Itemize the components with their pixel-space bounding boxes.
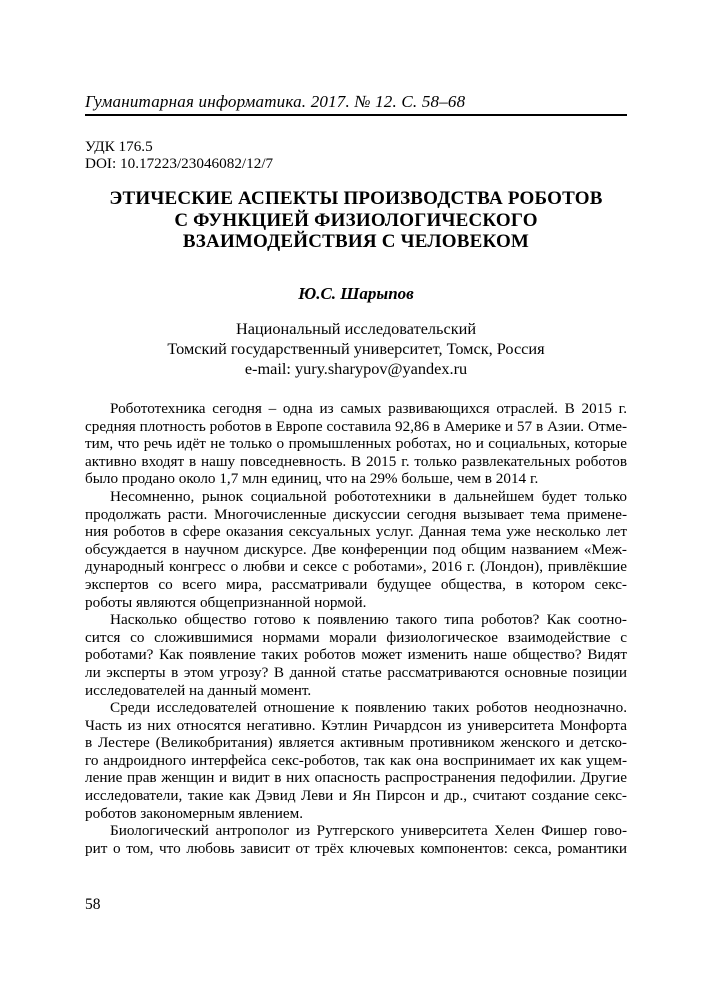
paragraph-line: Насколько общество готово к появлению такого типа роботов? Как соотно- <box>110 611 627 629</box>
paragraph-line: дународный конгресс о любви и сексе с роботами», 2016 г. (Лондон), привлёкшие <box>85 558 627 576</box>
text-line: ВЗАИМОДЕЙСТВИЯ С ЧЕЛОВЕКОМ <box>182 231 530 252</box>
paragraph-line: активно входят в нашу повседневность. В 2015 г. только развлекательных роботов <box>85 452 627 470</box>
paragraph-line: было продано около 1,7 млн единиц, что на 29% больше, чем в 2014 г. <box>85 470 539 488</box>
paragraph <box>85 488 627 611</box>
paragraph-line: ли эксперты в этом угрозу? В данной статье рассматриваются основные позиции <box>85 663 627 681</box>
paragraph-line: тим, что речь идёт не только о промышленных роботах, но и социальных, которые <box>85 435 627 453</box>
paragraph-line: сится со сложившимися нормами морали физиологическое взаимодействие с <box>85 628 627 646</box>
paragraph-line: роботов закономерным явлением. <box>85 804 304 822</box>
paragraph <box>85 699 627 822</box>
paragraph <box>85 400 627 488</box>
paragraph-line: обсуждается в научном дискурсе. Две конференции под общим названием «Меж- <box>85 540 627 558</box>
author-name: Ю.С. Шарыпов <box>298 284 414 303</box>
paragraph-line: Часть из них относятся негативно. Кэтлин Ричардсон из университета Монфорта <box>85 716 627 734</box>
paragraph-line: Несомненно, рынок социальной робототехники в дальнейшем будет только <box>110 487 627 505</box>
text-line: С ФУНКЦИЕЙ ФИЗИОЛОГИЧЕСКОГО <box>174 209 538 231</box>
paragraph-line: средняя плотность роботов в Европе составила 92,86 в Америке и 57 в Азии. Отме- <box>85 417 627 435</box>
paragraph-line: ния роботов в сфере оказания сексуальных услуг. Данная тема уже несколько лет <box>85 523 627 541</box>
paragraph-line: исследователей на данный момент. <box>85 681 312 699</box>
journal-running-head: Гуманитарная информатика. 2017. № 12. С. 58–68 <box>85 92 627 116</box>
paragraph-line: роботы являются общепризнанной нормой. <box>85 593 367 611</box>
paragraph-line: продолжать расти. Многочисленные дискуссии сегодня вызывает тема примене- <box>85 505 627 523</box>
article-body <box>85 400 627 857</box>
paragraph-line: Биологический антрополог из Рутгерского университета Хелен Фишер гово- <box>110 822 627 840</box>
page-number: 58 <box>85 896 101 913</box>
text-line: ЭТИЧЕСКИЕ АСПЕКТЫ ПРОИЗВОДСТВА РОБОТОВ <box>109 188 603 209</box>
paragraph-line: рит о том, что любовь зависит от трёх ключевых компонентов: секса, романтики <box>85 839 627 857</box>
affiliation-block <box>85 319 627 379</box>
doi-line: DOI: 10.17223/23046082/12/7 <box>85 154 274 172</box>
text-line: Томский государственный университет, Томск, Россия <box>167 339 545 358</box>
text-line: Национальный исследовательский <box>235 319 477 338</box>
text-line: e-mail: yury.sharypov@yandex.ru <box>244 359 468 378</box>
paragraph-line: исследователи, такие как Дэвид Леви и Ян Пирсон и др., считают создание секс- <box>85 787 627 805</box>
paragraph <box>85 611 627 699</box>
paragraph-line: роботами? Как появление таких роботов может изменить наше общество? Видят <box>85 646 627 664</box>
article-title <box>85 188 627 253</box>
paragraph-line: ление прав женщин и видит в них опасность распространения педофилии. Другие <box>85 769 627 787</box>
paragraph-line: го андроидного интерфейса секс-роботов, так как она воспринимает их как ущем- <box>85 751 627 769</box>
paragraph-line: Робототехника сегодня – одна из самых развивающихся отраслей. В 2015 г. <box>110 400 627 417</box>
paragraph <box>85 822 627 857</box>
paragraph-line: в Лестере (Великобритания) является активным противником женского и детско- <box>85 734 627 752</box>
paragraph-line: Среди исследователей отношение к появлению таких роботов неоднозначно. <box>110 699 627 717</box>
paragraph-line: экспертов со всего мира, рассматривали будущее общества, в котором секс- <box>85 575 627 593</box>
udc-line: УДК 176.5 <box>85 138 153 155</box>
article-meta <box>85 139 627 172</box>
